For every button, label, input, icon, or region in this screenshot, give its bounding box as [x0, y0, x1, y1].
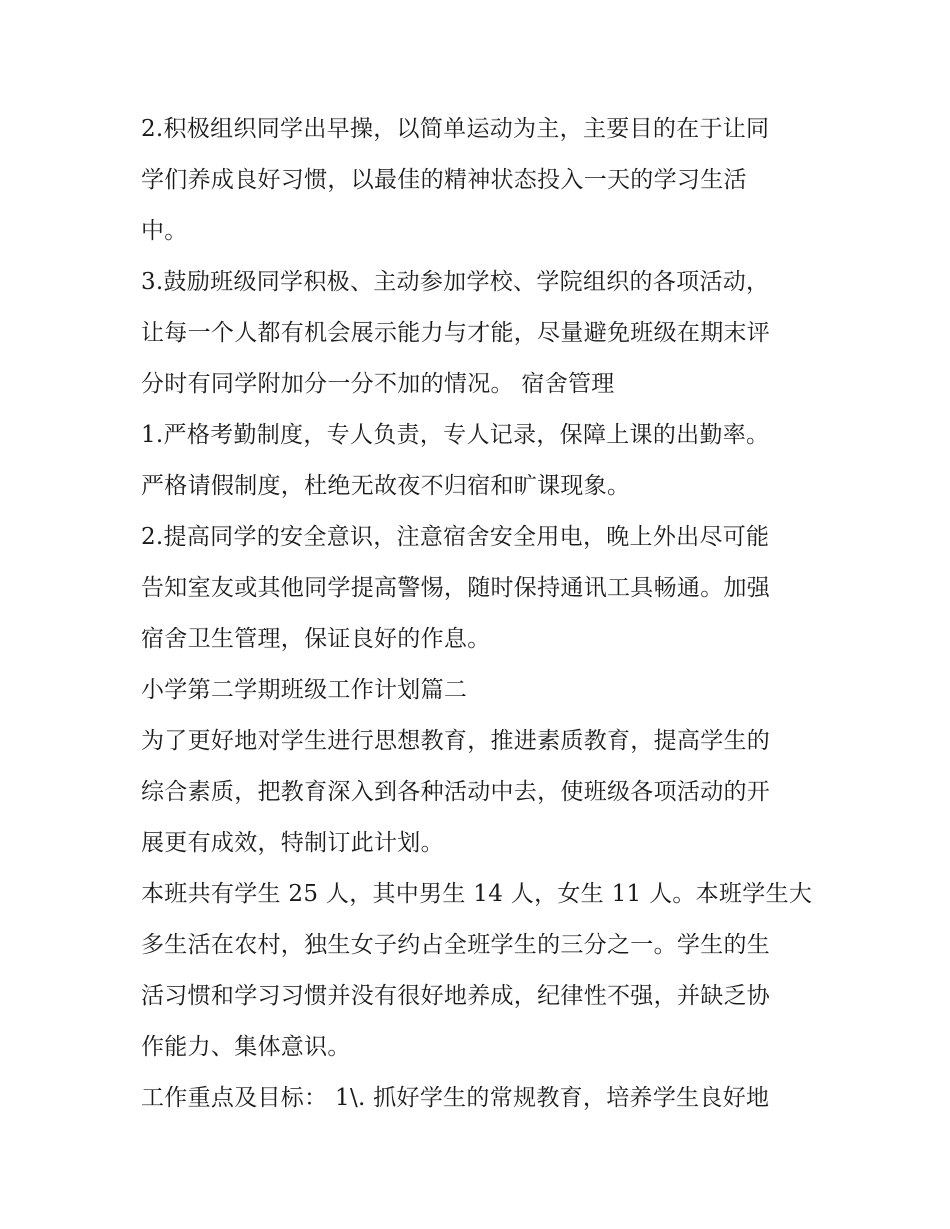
document-body	[141, 104, 821, 1124]
text-line: 学们养成良好习惯，以最佳的精神状态投入一天的学习生活	[141, 167, 747, 193]
text-line: 活习惯和学习习惯并没有很好地养成，纪律性不强，并缺乏协	[141, 983, 771, 1009]
text-line: 告知室友或其他同学提高警惕，随时保持通讯工具畅通。加强	[141, 575, 771, 601]
text-line: 2.提高同学的安全意识，注意宿舍安全用电，晚上外出尽可能	[141, 524, 770, 550]
text-line: 作能力、集体意识。	[141, 1034, 351, 1060]
text-line: 多生活在农村，独生女子约占全班学生的三分之一。学生的生	[141, 932, 771, 958]
text-line: 工作重点及目标： 1\. 抓好学生的常规教育，培养学生良好地	[141, 1085, 770, 1111]
text-line: 综合素质，把教育深入到各种活动中去，使班级各项活动的开	[141, 779, 771, 805]
text-line: 本班共有学生 25 人，其中男生 14 人，女生 11 人。本班学生大	[141, 881, 813, 907]
text-line: 宿舍卫生管理，保证良好的作息。	[141, 626, 491, 652]
text-line: 分时有同学附加分一分不加的情况。 宿舍管理	[141, 371, 615, 397]
section-heading: 小学第二学期班级工作计划篇二	[141, 677, 468, 703]
text-line: 1.严格考勤制度，专人负责，专人记录，保障上课的出勤率。	[141, 422, 770, 448]
text-line: 严格请假制度，杜绝无故夜不归宿和旷课现象。	[141, 473, 631, 499]
text-line: 为了更好地对学生进行思想教育，推进素质教育，提高学生的	[141, 728, 771, 754]
text-line: 3.鼓励班级同学积极、主动参加学校、学院组织的各项活动，	[141, 269, 770, 295]
text-line: 让每一个人都有机会展示能力与才能，尽量避免班级在期末评	[141, 320, 771, 346]
text-line: 中。	[141, 218, 188, 244]
text-line: 2.积极组织同学出早操，以简单运动为主，主要目的在于让同	[141, 116, 770, 142]
text-line: 展更有成效，特制订此计划。	[141, 830, 444, 856]
